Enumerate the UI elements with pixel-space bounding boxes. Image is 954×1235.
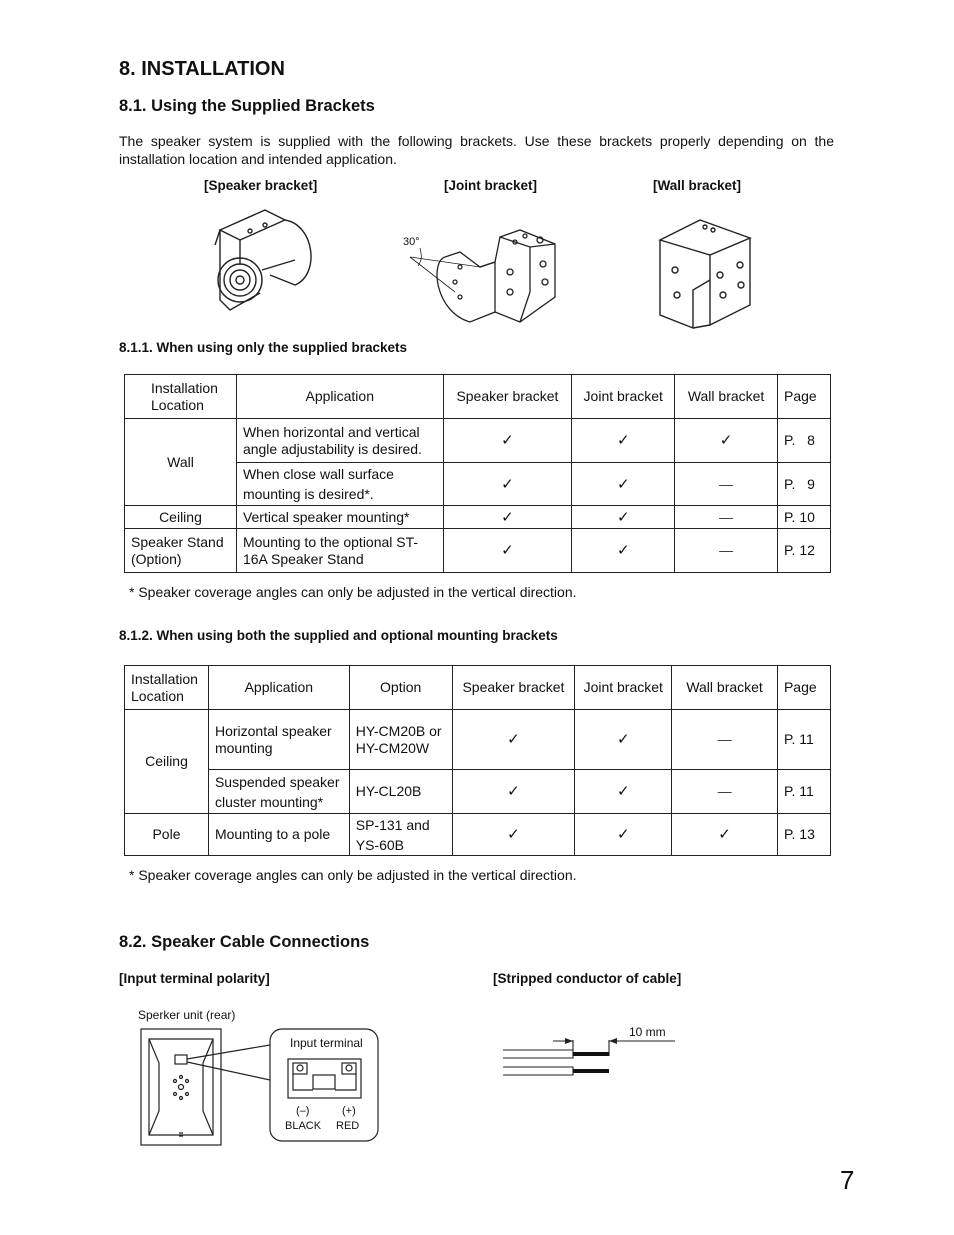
- check-mark: ✓: [575, 710, 672, 770]
- dash-mark: —: [672, 770, 778, 814]
- table1-title: 8.1.1. When using only the supplied brackets: [119, 340, 408, 355]
- header-speaker-bracket: Speaker bracket: [452, 666, 575, 710]
- stripped-conductor-label: [Stripped conductor of cable]: [493, 971, 682, 986]
- section-title: 8. INSTALLATION: [119, 58, 285, 80]
- angle-label: 30°: [403, 236, 420, 248]
- cell-location: Ceiling: [125, 506, 237, 529]
- subsection-title-cable: 8.2. Speaker Cable Connections: [119, 933, 370, 951]
- header-joint-bracket: Joint bracket: [572, 375, 675, 419]
- length-label: 10 mm: [629, 1025, 666, 1039]
- check-mark: ✓: [572, 463, 675, 506]
- wall-bracket-illustration: [655, 210, 755, 332]
- dash-mark: —: [675, 529, 778, 573]
- intro-paragraph: The speaker system is supplied with the following brackets. Use these brackets properly depending on the installation location and intended application.: [119, 133, 834, 167]
- table-row: [125, 529, 831, 573]
- cell-application: Mounting to a pole: [208, 814, 349, 856]
- red-label: RED: [336, 1120, 360, 1132]
- table2-footnote: * Speaker coverage angles can only be adjusted in the vertical direction.: [129, 867, 577, 883]
- check-mark: ✓: [452, 770, 575, 814]
- table-header-row: [125, 375, 831, 419]
- table-row: [125, 419, 831, 463]
- speaker-bracket-label: [Speaker bracket]: [204, 178, 318, 193]
- negative-label: (–): [296, 1105, 310, 1117]
- cell-option: HY-CL20B: [349, 770, 452, 814]
- header-application: Application: [208, 666, 349, 710]
- cell-page: P. 9: [778, 463, 831, 506]
- header-option: Option: [349, 666, 452, 710]
- cell-location: Ceiling: [125, 710, 209, 814]
- cell-application: Horizontal speaker mounting: [208, 710, 349, 770]
- check-mark: ✓: [675, 419, 778, 463]
- check-mark: ✓: [572, 419, 675, 463]
- speaker-unit-label: Sperker unit (rear): [138, 1008, 236, 1022]
- table-row: [125, 710, 831, 770]
- input-terminal-polarity-label: [Input terminal polarity]: [119, 971, 270, 986]
- table1-footnote: * Speaker coverage angles can only be adjusted in the vertical direction.: [129, 584, 577, 600]
- header-wall-bracket: Wall bracket: [672, 666, 778, 710]
- header-location: Installation Location: [125, 666, 209, 710]
- header-application: Application: [236, 375, 443, 419]
- check-mark: ✓: [452, 710, 575, 770]
- table-row: [125, 814, 831, 856]
- check-mark: ✓: [572, 506, 675, 529]
- cell-application: When close wall surface mounting is desired*.: [236, 463, 443, 506]
- check-mark: ✓: [575, 814, 672, 856]
- cell-application: When horizontal and vertical angle adjustability is desired.: [236, 419, 443, 463]
- cell-application: Vertical speaker mounting*: [236, 506, 443, 529]
- subsection-title-brackets: 8.1. Using the Supplied Brackets: [119, 97, 375, 115]
- joint-bracket-label: [Joint bracket]: [444, 178, 538, 193]
- check-mark: ✓: [572, 529, 675, 573]
- header-wall-bracket: Wall bracket: [675, 375, 778, 419]
- header-page: Page: [778, 375, 831, 419]
- cell-location: Wall: [125, 419, 237, 506]
- table-row: [125, 770, 831, 814]
- optional-brackets-table: [124, 665, 831, 856]
- positive-label: (+): [342, 1105, 356, 1117]
- speaker-rear-diagram: [135, 1005, 385, 1150]
- header-page: Page: [777, 666, 830, 710]
- cell-page: P. 10: [778, 506, 831, 529]
- dash-mark: —: [675, 463, 778, 506]
- check-mark: ✓: [443, 506, 572, 529]
- page-number: 7: [840, 1165, 855, 1195]
- check-mark: ✓: [672, 814, 778, 856]
- cell-page: P. 8: [778, 419, 831, 463]
- cell-page: P. 11: [777, 770, 830, 814]
- dash-mark: —: [675, 506, 778, 529]
- table2-title: 8.1.2. When using both the supplied and optional mounting brackets: [119, 628, 558, 643]
- cell-page: P. 13: [777, 814, 830, 856]
- speaker-bracket-illustration: [210, 205, 330, 315]
- cell-option: HY-CM20B or HY-CM20W: [349, 710, 452, 770]
- table-row: [125, 506, 831, 529]
- check-mark: ✓: [575, 770, 672, 814]
- black-label: BLACK: [285, 1120, 322, 1132]
- header-location: Installation Location: [125, 375, 237, 419]
- check-mark: ✓: [443, 419, 572, 463]
- cell-application: Mounting to the optional ST-16A Speaker Stand: [236, 529, 443, 573]
- cell-page: P. 11: [777, 710, 830, 770]
- stripped-conductor-diagram: [495, 1020, 685, 1080]
- dash-mark: —: [672, 710, 778, 770]
- cell-option: SP-131 and YS-60B: [349, 814, 452, 856]
- header-joint-bracket: Joint bracket: [575, 666, 672, 710]
- joint-bracket-illustration: [400, 222, 560, 330]
- check-mark: ✓: [443, 463, 572, 506]
- cell-location: Speaker Stand (Option): [125, 529, 237, 573]
- header-speaker-bracket: Speaker bracket: [443, 375, 572, 419]
- cell-location: Pole: [125, 814, 209, 856]
- cell-page: P. 12: [778, 529, 831, 573]
- table-header-row: [125, 666, 831, 710]
- supplied-brackets-table: [124, 374, 831, 573]
- check-mark: ✓: [443, 529, 572, 573]
- input-terminal-label: Input terminal: [290, 1036, 363, 1050]
- wall-bracket-label: [Wall bracket]: [653, 178, 742, 193]
- check-mark: ✓: [452, 814, 575, 856]
- cell-application: Suspended speaker cluster mounting*: [208, 770, 349, 814]
